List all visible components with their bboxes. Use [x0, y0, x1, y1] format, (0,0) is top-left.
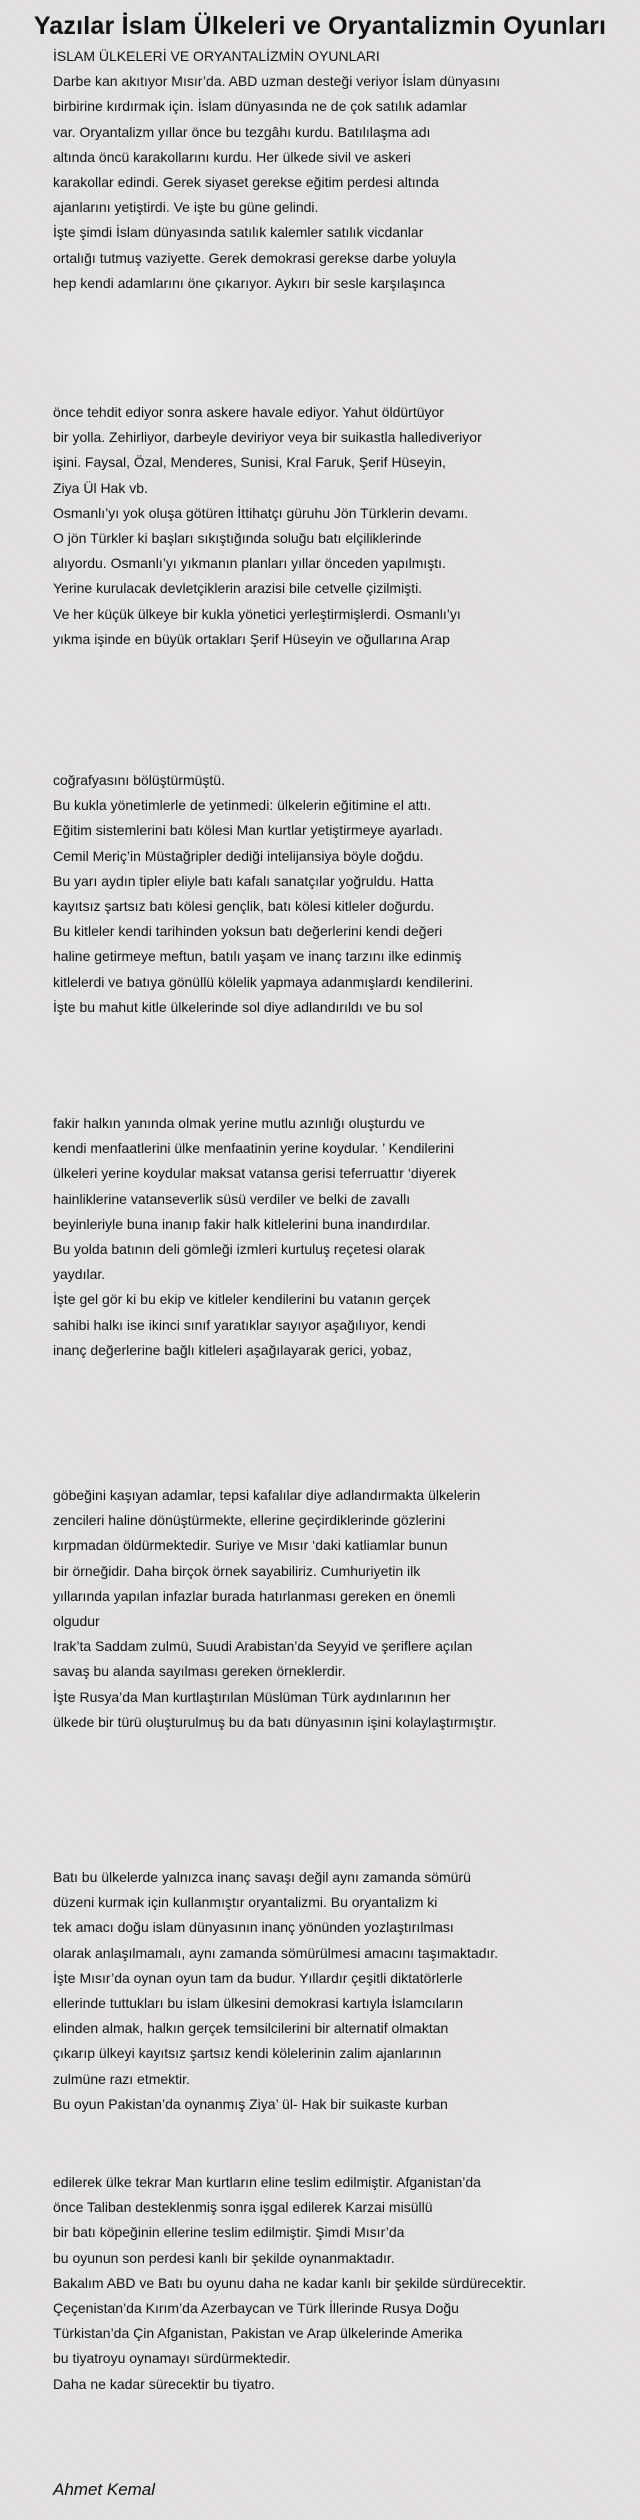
text-line: kendi menfaatlerini ülke menfaatinin yerine koydular. ’ Kendilerini [53, 1140, 455, 1157]
page-title: Yazılar İslam Ülkeleri ve Oryantalizmin Oyunları [33, 12, 607, 40]
text-line: ülkeleri yerine koydular maksat vatansa gerisi teferruattır ‘diyerek [53, 1165, 457, 1182]
text-line: İşte gel gör ki bu ekip ve kitleler kendilerini bu vatanın gerçek [53, 1291, 431, 1308]
text-line: bir örneğidir. Daha birçok örnek sayabiliriz. Cumhuriyetin ilk [53, 1562, 421, 1579]
text-line: Türkistan’da Çin Afganistan, Pakistan ve Arap ülkelerinde Amerika [53, 2325, 463, 2342]
text-block-3 [53, 768, 633, 1020]
text-line: yıllarında yapılan infazlar burada hatırlanması gereken en önemli [53, 1587, 456, 1604]
text-line: Irak’ta Saddam zulmü, Suudi Arabistan’da Seyyid ve şeriflere açılan [53, 1638, 473, 1655]
text-line: inanç değerlerine bağlı kitleleri aşağılayarak gerici, yobaz, [53, 1341, 412, 1358]
text-line: İSLAM ÜLKELERİ VE ORYANTALİZMİN OYUNLARI [53, 48, 380, 64]
text-line: düzeni kurmak için kullanmıştır oryantalizmi. Bu oryantalizm ki [53, 1894, 438, 1911]
text-line: Daha ne kadar sürecektir bu tiyatro. [53, 2375, 275, 2392]
text-line: Yerine kurulacak devletçiklerin arazisi bile cetvelle çizilmişti. [53, 580, 423, 597]
text-line: ülkede bir türü oluşturulmuş bu da batı dünyasının işini kolaylaştırmıştır. [53, 1713, 497, 1730]
text-line: önce tehdit ediyor sonra askere havale ediyor. Yahut öldürtüyor [53, 404, 444, 420]
text-line: tek amacı doğu islam dünyasının inanç yönünden yozlaştırılması [53, 1919, 454, 1936]
text-line: Çeçenistan’da Kırım’da Azerbaycan ve Türk İllerinde Rusya Doğu [53, 2299, 459, 2316]
text-line: var. Oryantalizm yıllar önce bu tezgâhı kurdu. Batılılaşma adı [53, 123, 431, 140]
text-line: edilerek ülke tekrar Man kurtların eline teslim edilmiştir. Afganistan’da [53, 2174, 481, 2190]
text-line: İşte Rusya’da Man kurtlaştırılan Müslüman Türk aydınlarının her [53, 1688, 451, 1705]
text-line: bu tiyatroyu oynamayı sürdürmektedir. [53, 2350, 291, 2367]
text-line: karakollar edindi. Gerek siyaset gerekse eğitim perdesi altında [53, 173, 439, 190]
text-line: Eğitim sistemlerini batı kölesi Man kurtlar yetiştirmeye ayarladı. [53, 822, 443, 839]
text-line: Darbe kan akıtıyor Mısır’da. ABD uzman desteği veriyor İslam dünyasını [53, 73, 501, 90]
text-line: önce Taliban desteklenmiş sonra işgal edilerek Karzai misüllü [53, 2199, 433, 2216]
text-line: haline getirmeye meftun, batılı yaşam ve inanç tarzını ilke edinmiş [53, 948, 462, 965]
text-line: çıkarıp ülkeyi kayıtsız şartsız kendi kölelerinin zalim ajanlarının [53, 2045, 442, 2062]
text-block-2 [53, 400, 633, 652]
text-line: sahibi halkı ise ikinci sınıf yaratıklar sayıyor aşağılıyor, kendi [53, 1316, 426, 1333]
text-line: O jön Türkler ki başları sıkıştığında soluğu batı elçiliklerinde [53, 529, 422, 546]
text-line: bir batı köpeğinin ellerine teslim edilmiştir. Şimdi Mısır’da [53, 2224, 405, 2241]
text-line: bir yolla. Zehirliyor, darbeyle deviriyor veya bir suikastla hallediveriyor [53, 429, 482, 446]
text-line: altında öncü karakollarını kurdu. Her ülkede sivil ve askeri [53, 148, 411, 165]
text-line: alıyordu. Osmanlı’yı yıkmanın planları yıllar önceden yapılmıştı. [53, 555, 446, 572]
text-line: yıkma işinde en büyük ortakları Şerif Hüseyin ve oğullarına Arap [53, 630, 450, 647]
text-line: İşte şimdi İslam dünyasında satılık kalemler satılık vicdanlar [53, 224, 424, 241]
text-line: beyinleriyle buna inanıp fakir halk kitlelerini buna inandırdılar. [53, 1215, 431, 1232]
text-line: ajanlarını yetiştirdi. Ve işte bu güne gelindi. [53, 199, 319, 216]
text-line: Bu kitleler kendi tarihinden yoksun batı değerlerini kendi değeri [53, 923, 443, 940]
text-line: Bakalım ABD ve Batı bu oyunu daha ne kadar kanlı bir şekilde sürdürecektir. [53, 2274, 527, 2291]
text-block-4 [53, 1111, 633, 1363]
author-signature: Ahmet Kemal [53, 2480, 156, 2499]
text-line: Ve her küçük ülkeye bir kukla yönetici yerleştirmişlerdi. Osmanlı’yı [53, 605, 461, 622]
text-line: işini. Faysal, Özal, Menderes, Sunisi, Kral Faruk, Şerif Hüseyin, [53, 454, 446, 471]
text-line: Ziya Ül Hak vb. [53, 479, 148, 496]
text-line: Osmanlı’yı yok oluşa götüren İttihatçı güruhu Jön Türklerin devamı. [53, 504, 469, 521]
text-line: coğrafyasını bölüştürmüştü. [53, 772, 225, 788]
text-line: elinden almak, halkın gerçek temsilcilerini bir alternatif olmaktan [53, 2020, 449, 2037]
text-line: savaş bu alanda sayılması gereken örneklerdir. [53, 1663, 346, 1680]
text-line: Bu oyun Pakistan’da oynanmış Ziya’ ül- Hak bir suikaste kurban [53, 2095, 448, 2112]
text-line: fakir halkın yanında olmak yerine mutlu azınlığı oluşturdu ve [53, 1115, 425, 1131]
text-line: Bu yarı aydın tipler eliyle batı kafalı sanatçılar yoğruldu. Hatta [53, 872, 434, 889]
text-line: İşte bu mahut kitle ülkelerinde sol diye adlandırıldı ve bu sol [53, 998, 423, 1015]
text-line: kitlelerdi ve batıya gönüllü kölelik yapmaya adanmışlardı kendilerini. [53, 973, 474, 990]
text-line: bu oyunun son perdesi kanlı bir şekilde oynanmaktadır. [53, 2249, 395, 2266]
text-line: Bu yolda batının deli gömleği izmleri kurtuluş reçetesi olarak [53, 1240, 425, 1257]
text-line: zulmüne razı etmektir. [53, 2070, 190, 2087]
text-line: olgudur [53, 1612, 100, 1629]
text-line: göbeğini kaşıyan adamlar, tepsi kafalılar diye adlandırmakta ülkelerin [53, 1487, 481, 1503]
text-line: yaydılar. [53, 1266, 106, 1283]
text-line: zencileri haline dönüştürmekte, ellerine geçirdiklerinde gözlerini [53, 1512, 446, 1529]
text-line: birbirine kırdırmak için. İslam dünyasında ne de çok satılık adamlar [53, 98, 467, 115]
text-line: ortalığı tutmuş vaziyette. Gerek demokrasi gerekse darbe yoluyla [53, 249, 457, 266]
text-line: hep kendi adamlarını öne çıkarıyor. Aykırı bir sesle karşılaşınca [53, 274, 445, 291]
text-block-1 [53, 44, 633, 296]
text-line: ellerinde tuttukları bu islam ülkesini demokrasi kartıyla İslamcıların [53, 1994, 464, 2011]
text-line: kayıtsız şartsız batı kölesi gençlik, batı kölesi kitleler doğurdu. [53, 897, 435, 914]
text-block-7 [53, 2170, 633, 2397]
text-line: olarak anlaşılmamalı, aynı zamanda sömürülmesi amacını taşımaktadır. [53, 1944, 499, 1961]
text-line: Bu kukla yönetimlerle de yetinmedi: ülkelerin eğitimine el attı. [53, 797, 432, 814]
text-line: Cemil Meriç’in Müstağripler dediği intelijansiya böyle doğdu. [53, 847, 424, 864]
text-block-6 [53, 1865, 633, 2117]
text-line: Batı bu ülkelerde yalnızca inanç savaşı değil aynı zamanda sömürü [53, 1869, 471, 1885]
text-block-5 [53, 1483, 633, 1735]
text-line: İşte Mısır’da oynan oyun tam da budur. Yıllardır çeşitli diktatörlerle [53, 1969, 463, 1986]
text-line: kırpmadan öldürmektedir. Suriye ve Mısır ‘daki katliamlar bunun [53, 1537, 448, 1554]
text-line: hainliklerine vatanseverlik süsü verdiler ve belki de zavallı [53, 1190, 411, 1207]
